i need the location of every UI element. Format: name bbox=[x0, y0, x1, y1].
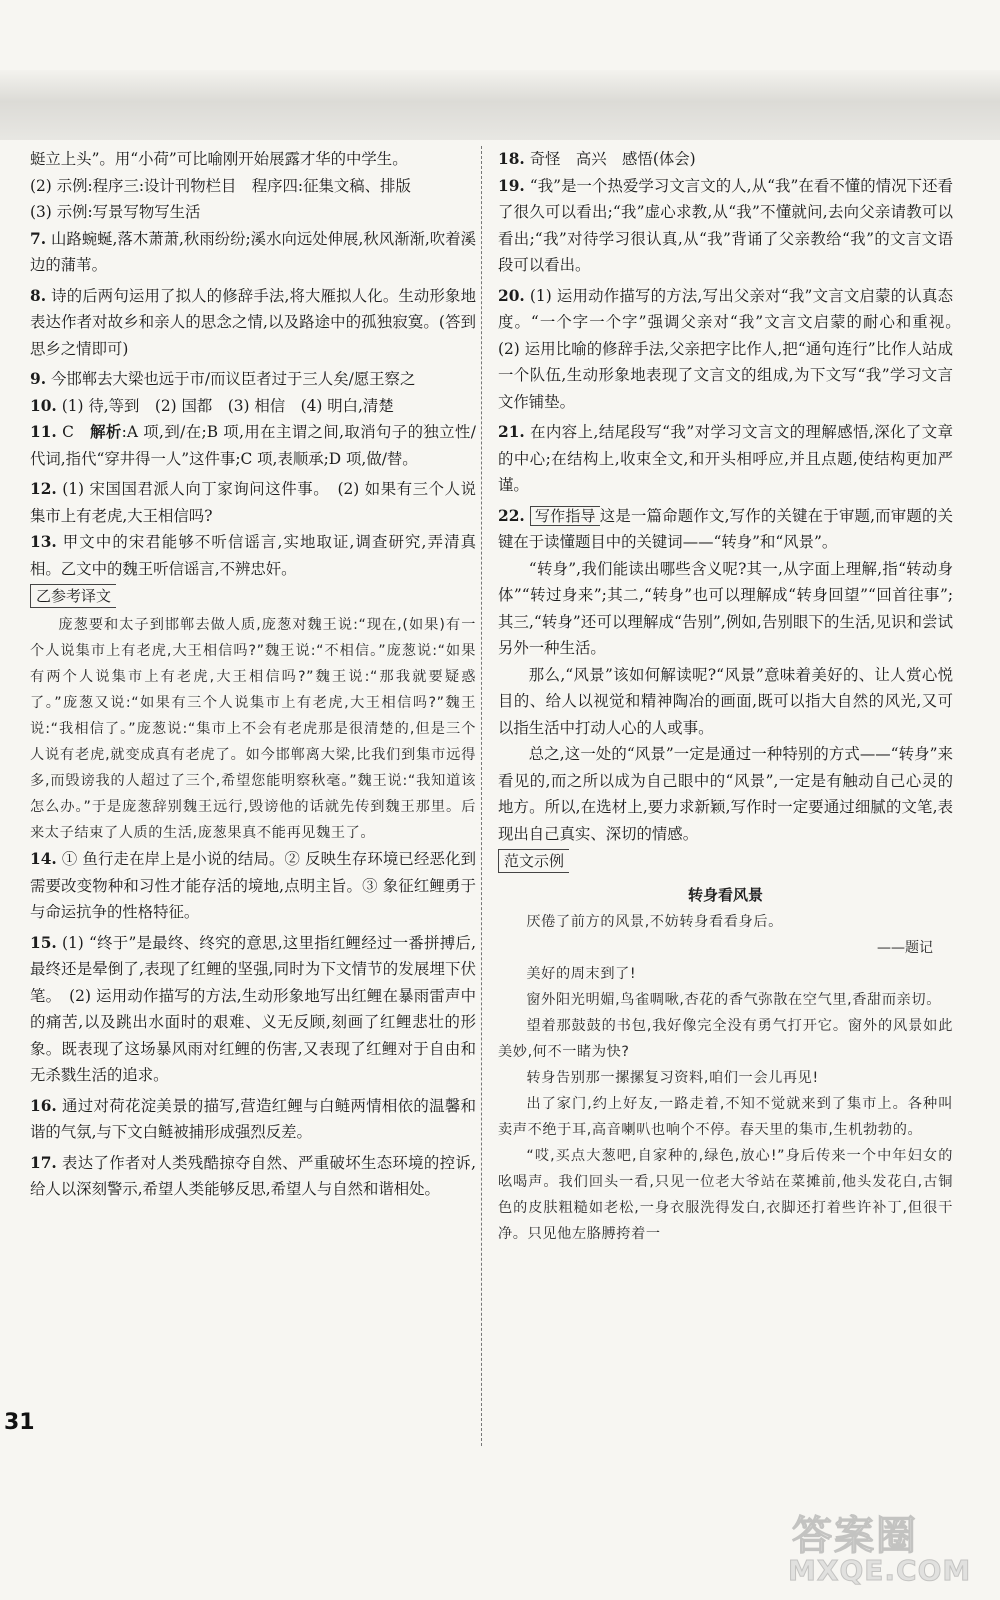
answer-text: (1) 运用动作描写的方法,写出父亲对“我”文言文启蒙的认真态度。“一个字一个字”强调父亲对“我”文言文启蒙的耐心和重视。 (2) 运用比喻的修辞手法,父亲把字比作人,把“通句连行”比作人站成一个队伍,生动形象地表现了文言文的组成,为下文写“我”学习文言文作铺垫。 bbox=[498, 286, 969, 411]
answer-text: “我”是一个热爱学习文言文的人,从“我”在看不懂的情况下还看了很久可以看出;“我”虚心求教,从“我”不懂就问,去向父亲请教可以看出;“我”对待学习很认真,从“我”背诵了父亲教给“我”的文言文语段可以看出。 bbox=[498, 176, 953, 274]
column-divider bbox=[481, 146, 482, 1446]
answer-8 bbox=[30, 283, 476, 363]
essay-paragraph: 美好的周末到了! bbox=[526, 966, 637, 982]
watermark-en: MXQE.COM bbox=[788, 1554, 972, 1587]
answer-14 bbox=[30, 846, 476, 926]
answer-text: 这是一篇命题作文,写作的关键在于审题,而审题的关键在于读懂题目中的关键词——“转身”和“风景”。 bbox=[498, 506, 953, 551]
answer-18 bbox=[498, 146, 953, 173]
analysis-label: 解析 bbox=[90, 423, 122, 441]
question-number: 8. bbox=[30, 286, 47, 305]
essay-paragraph: 窗外阳光明媚,鸟雀啁啾,杏花的香气弥散在空气里,香甜而亲切。 bbox=[526, 992, 941, 1008]
guide-paragraph: “转身”,我们能读出哪些含义呢?其一,从字面上理解,指“转动身体”“转过身来”;其二,“转身”也可以理解成“转身回望”“回首往事”;其三,“转身”还可以理解成“告别”,例如,告别眼下的生活,见识和尝试另外一种生活。 bbox=[498, 559, 953, 657]
answer-6-2: (2) 示例:程序三:设计刊物栏目 程序四:征集文稿、排版 bbox=[30, 176, 411, 195]
answer-text: (1) 宋国国君派人向丁家询问这件事。 (2) 如果有三个人说集市上有老虎,大王相信吗? bbox=[30, 480, 476, 525]
reference-translation-text: 庞葱要和太子到邯郸去做人质,庞葱对魏王说:“现在,(如果)有一个人说集市上有老虎,大王相信吗?”魏王说:“不相信。”庞葱说:“如果有两个人说集市上有老虎,大王相信吗?”魏王说:“那我就要疑惑了。”庞葱又说:“如果有三个人说集市上有老虎,大王相信吗?”魏王说:“我相信了。”庞葱说:“集市上不会有老虎那是很清楚的,但是三个人说有老虎,就变成真有老虎了。如今邯郸离大梁,比我们到集市远得多,而毁谤我的人超过了三个,希望您能明察秋毫。”魏王说:“我知道该怎么办。”于是庞葱辞别魏王远行,毁谤他的话就先传到魏王那里。后来太子结束了人质的生活,庞葱果真不能再见魏王了。 bbox=[30, 617, 476, 841]
answer-9 bbox=[30, 366, 476, 393]
page-number: 31 bbox=[4, 1410, 35, 1435]
question-number: 19. bbox=[498, 176, 525, 195]
essay-paragraph: 转身告别那一摞摞复习资料,咱们一会儿再见! bbox=[526, 1070, 819, 1086]
question-number: 9. bbox=[30, 370, 47, 388]
answer-text: :A 项,到/在;B 项,用在主谓之间,取消句子的独立性/代词,指代“穿井得一人”这件事;C 项,表顺承;D 项,做/替。 bbox=[30, 423, 476, 468]
answer-13 bbox=[30, 529, 476, 582]
answer-19 bbox=[498, 173, 953, 279]
question-number: 17. bbox=[30, 1153, 57, 1172]
question-number: 20. bbox=[498, 286, 525, 305]
sample-essay-tag: 范文示例 bbox=[498, 849, 569, 873]
answer-text: 表达了作者对人类残酷掠夺自然、严重破坏生态环境的控诉,给人以深刻警示,希望人类能够反思,希望人与自然和谐相处。 bbox=[30, 1153, 476, 1198]
answer-text: 山路蜿蜒,落木萧萧,秋雨纷纷;溪水向远处伸展,秋风渐渐,吹着溪边的蒲苇。 bbox=[30, 229, 476, 274]
answer-choice: C bbox=[62, 423, 74, 441]
answer-15 bbox=[30, 930, 476, 1089]
reference-translation-tag: 乙参考译文 bbox=[30, 584, 116, 608]
answer-21 bbox=[498, 419, 953, 499]
question-number: 22. bbox=[498, 506, 525, 525]
answer-20 bbox=[498, 283, 969, 416]
answer-12 bbox=[30, 476, 476, 529]
answer-17 bbox=[30, 1150, 476, 1203]
answer-text: (1) “终于”是最终、终究的意思,这里指红鲤经过一番拼搏后,最终还是晕倒了,表现了红鲤的坚强,同时为下文情节的发展埋下伏笔。 (2) 运用动作描写的方法,生动形象地写出红鲤在暴雨雷声中的痛苦,以及跳出水面时的艰难、义无反顾,刻画了红鲤悲壮的形象。既表现了这场暴风雨对红鲤的伤害,又表现了红鲤对于自由和无杀戮生活的追求。 bbox=[30, 933, 476, 1084]
question-number: 21. bbox=[498, 423, 525, 441]
question-number: 12. bbox=[30, 480, 57, 498]
question-number: 14. bbox=[30, 850, 57, 868]
answer-text: 甲文中的宋君能够不听信谣言,实地取证,调查研究,弄清真相。乙文中的魏王听信谣言,不辨忠奸。 bbox=[30, 533, 476, 578]
answer-16 bbox=[30, 1093, 476, 1146]
answer-text: 诗的后两句运用了拟人的修辞手法,将大雁拟人化。生动形象地表达作者对故乡和亲人的思念之情,以及路途中的孤独寂寞。(答到思乡之情即可) bbox=[30, 286, 476, 358]
answer-text: (1) 待,等到 (2) 国都 (3) 相信 (4) 明白,清楚 bbox=[61, 396, 394, 415]
answer-6-3: (3) 示例:写景写物写生活 bbox=[30, 203, 201, 221]
question-number: 15. bbox=[30, 933, 57, 952]
watermark-logo bbox=[752, 1504, 982, 1590]
guide-paragraph: 总之,这一处的“风景”一定是通过一种特别的方式——“转身”来看见的,而之所以成为自己眼中的“风景”,一定是有触动自己心灵的地方。所以,在选材上,要力求新颖,写作时一定要通过细腻的文笔,表现出自己真实、深切的情感。 bbox=[498, 745, 953, 843]
essay-epigraph: 厌倦了前方的风景,不妨转身看看身后。 bbox=[526, 914, 783, 930]
answer-text: 奇怪 高兴 感悟(体会) bbox=[529, 150, 696, 168]
answer-page bbox=[30, 146, 980, 1446]
writing-guide-tag: 写作指导 bbox=[530, 506, 600, 526]
answer-11 bbox=[30, 419, 476, 472]
watermark-cn: 答案圈 bbox=[792, 1513, 918, 1559]
guide-paragraph: 那么,“风景”该如何解读呢?“风景”意味着美好的、让人赏心悦目的、给人以视觉和精神陶冶的画面,既可以指大自然的风光,又可以指生活中打动人心的人或事。 bbox=[498, 665, 953, 737]
answer-text: 通过对荷花淀美景的描写,营造红鲤与白鲢两情相依的温馨和谐的气氛,与下文白鲢被捕形成强烈反差。 bbox=[30, 1096, 476, 1141]
scan-shadow-band bbox=[0, 70, 1000, 140]
question-number: 18. bbox=[498, 150, 525, 168]
essay-paragraph: 出了家门,约上好友,一路走着,不知不觉就来到了集市上。各种叫卖声不绝于耳,高音喇叭也响个不停。春天里的集市,生机勃勃的。 bbox=[498, 1096, 953, 1138]
answer-text: ① 鱼行走在岸上是小说的结局。② 反映生存环境已经恶化到需要改变物种和习性才能存活的境地,点明主旨。③ 象征红鲤勇于与命运抗争的性格特征。 bbox=[30, 850, 476, 921]
answer-continuation: 蜓立上头”。用“小荷”可比喻刚开始展露才华的中学生。 bbox=[30, 150, 408, 168]
question-number: 13. bbox=[30, 533, 57, 551]
answer-text: 今邯郸去大梁也远于市/而议臣者过于三人矣/愿王察之 bbox=[50, 370, 416, 388]
answer-text: 在内容上,结尾段写“我”对学习文言文的理解感悟,深化了文章的中心;在结构上,收束全文,和开头相呼应,并且点题,使结构更加严谨。 bbox=[498, 423, 953, 494]
essay-paragraph: 望着那鼓鼓的书包,我好像完全没有勇气打开它。窗外的风景如此美妙,何不一睹为快? bbox=[498, 1018, 953, 1060]
right-column bbox=[498, 146, 969, 1247]
answer-7 bbox=[30, 226, 476, 279]
answer-10 bbox=[30, 393, 476, 420]
left-column bbox=[30, 146, 476, 1203]
essay-paragraph: “哎,买点大葱吧,自家种的,绿色,放心!”身后传来一个中年妇女的吆喝声。我们回头一看,只见一位老大爷站在菜摊前,他头发花白,古铜色的皮肤粗糙如老松,一身衣服洗得发白,衣脚还打着些许补丁,但很干净。只见他左胳膊挎着一 bbox=[498, 1148, 953, 1242]
question-number: 16. bbox=[30, 1096, 57, 1115]
question-number: 10. bbox=[30, 396, 57, 415]
question-number: 7. bbox=[30, 229, 47, 248]
question-number: 11. bbox=[30, 423, 57, 441]
essay-title: 转身看风景 bbox=[687, 886, 763, 904]
answer-22 bbox=[498, 503, 953, 556]
epigraph-source: ——题记 bbox=[877, 940, 933, 956]
